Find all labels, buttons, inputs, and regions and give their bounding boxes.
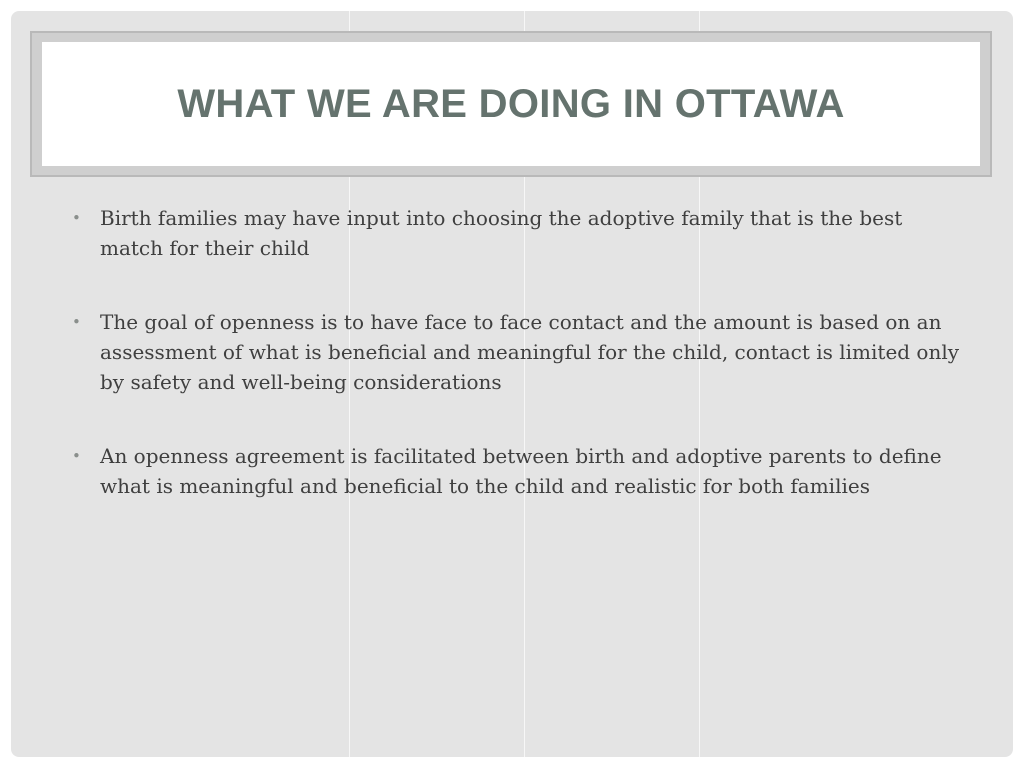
title-frame <box>30 31 992 177</box>
bullet-list <box>71 203 971 545</box>
bullet-item <box>71 307 971 397</box>
bullet-item <box>71 441 971 501</box>
bullet-text: Birth families may have input into choosing the adoptive family that is the best match for their child <box>100 206 903 260</box>
bullet-dot-icon: • <box>72 313 81 331</box>
bullet-dot-icon: • <box>72 447 81 465</box>
bullet-text: An openness agreement is facilitated between birth and adoptive parents to define what is meaningful and beneficial to the child and realistic for both families <box>100 444 942 498</box>
bullet-dot-icon: • <box>72 209 81 227</box>
slide-title: WHAT WE ARE DOING IN OTTAWA <box>177 81 845 126</box>
bullet-item <box>71 203 971 263</box>
bullet-text: The goal of openness is to have face to face contact and the amount is based on an assessment of what is beneficial and meaningful for the child, contact is limited only by safety and well-being considerations <box>100 310 960 394</box>
slide <box>11 11 1013 757</box>
title-box <box>42 42 980 166</box>
